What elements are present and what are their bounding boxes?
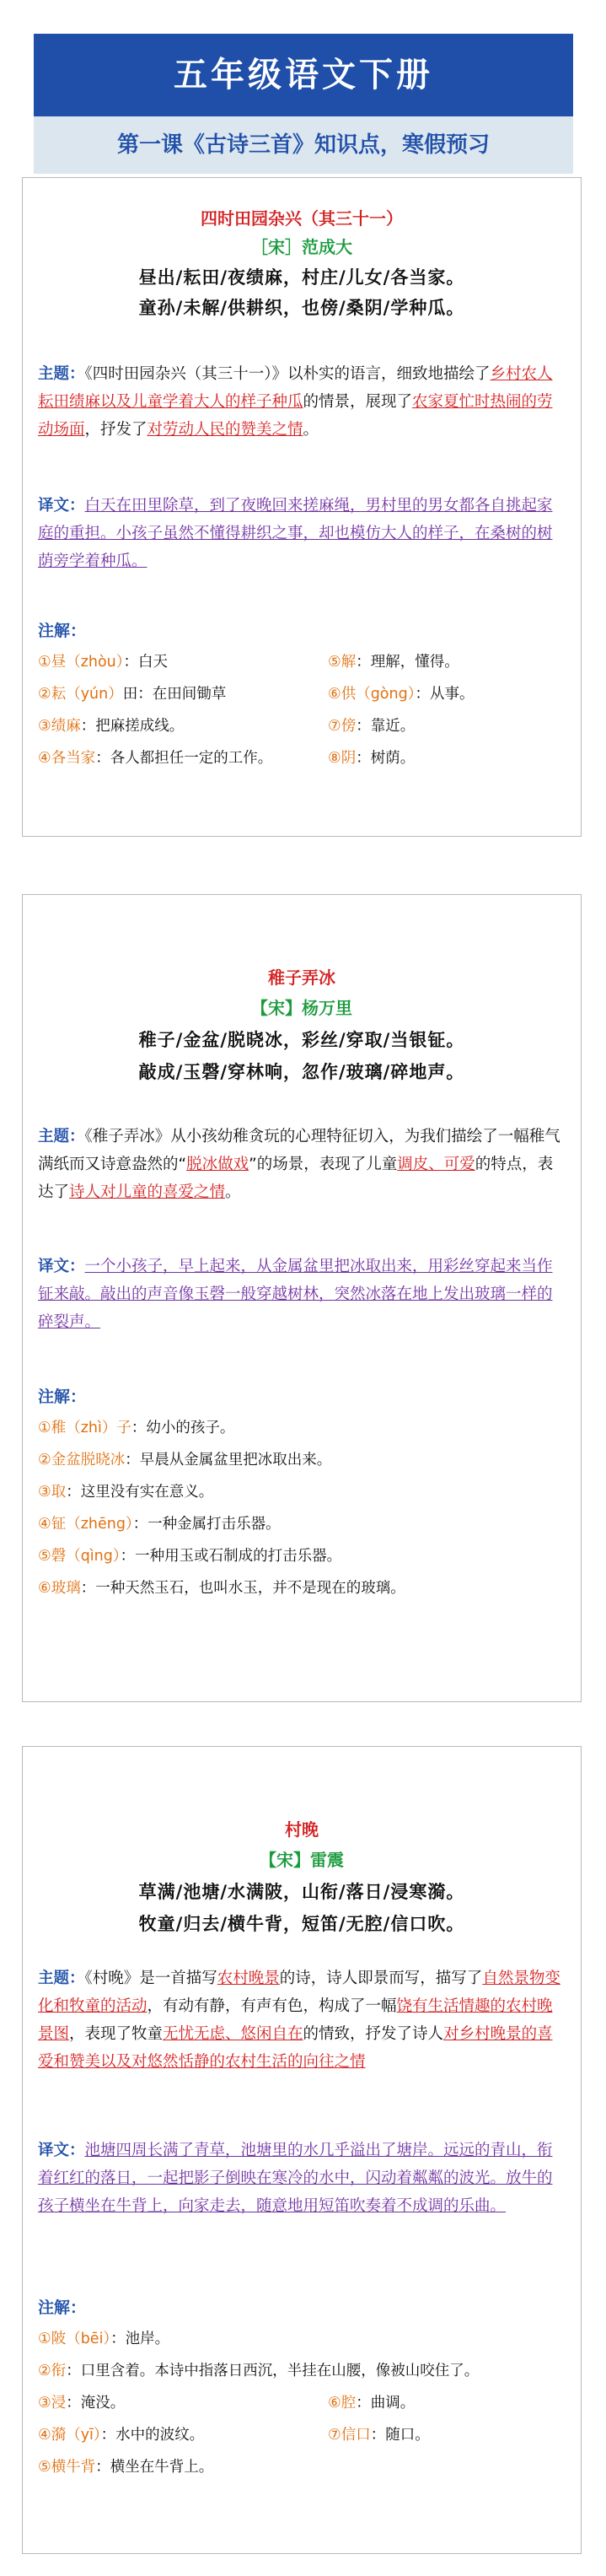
translation-paragraph — [38, 1253, 566, 1336]
note-item: ②耘（yún）田：在田间锄草 — [38, 686, 227, 703]
translation-label: 译文： — [38, 1258, 85, 1275]
note-item: ①昼（zhòu）：白天 — [38, 654, 169, 671]
page-subtitle: 第一课《古诗三首》知识点，寒假预习 — [116, 132, 490, 158]
translation-text: 一个小孩子，早上起来，从金属盆里把冰取出来，用彩丝穿起来当作钲来敲。敲出的声音像玉磬一般穿越树林，突然冰落在地上发出玻璃一样的碎裂声。 — [38, 1258, 553, 1331]
note-item: ⑤磬（qìng）：一种用玉或石制成的打击乐器。 — [38, 1548, 342, 1565]
poem-author: 【宋】杨万里 — [251, 998, 352, 1018]
poem-line: 草满/池塘/水满陂，山衔/落日/浸寒漪。 — [138, 1882, 465, 1902]
highlight: 诗人对儿童的喜爱之情 — [69, 1183, 226, 1201]
poem-line: 牧童/归去/横牛背，短笛/无腔/信口吹。 — [138, 1914, 465, 1934]
poem-line: 昼出/耘田/夜绩麻，村庄/儿女/各当家。 — [138, 267, 465, 288]
theme-paragraph: 主题：《四时田园杂兴（其三十一）》以朴实的语言，细致地描绘了乡村农人耘田绩麻以及儿童学着大人的样子种瓜的情景，展现了农家夏忙时热闹的劳动场面，抒发了对劳动人民的赞美之情。 — [38, 365, 553, 439]
highlight: 对乡村晚景的喜爱和赞美以及对悠然恬静的农村生活的向往之情 — [38, 2025, 553, 2071]
translation-label: 译文： — [38, 497, 85, 515]
poem-card-3 — [22, 1746, 582, 2554]
highlight: 农村晚景 — [217, 1970, 280, 1987]
note-item: ⑥玻璃：一种天然玉石，也叫水玉，并不是现在的玻璃。 — [38, 1580, 405, 1597]
note-item: ⑥供（gòng）：从事。 — [328, 686, 475, 703]
header-banner — [34, 34, 573, 116]
note-item: ①稚（zhì）子：幼小的孩子。 — [38, 1420, 235, 1436]
translation-paragraph — [38, 492, 566, 575]
poem-author: 【宋】雷震 — [260, 1850, 344, 1870]
note-item: ③取：这里没有实在意义。 — [38, 1484, 214, 1501]
poem-author: ［宋］范成大 — [251, 237, 352, 257]
note-item: ⑦傍：靠近。 — [328, 718, 416, 735]
poem-title: 村晚 — [285, 1819, 319, 1840]
note-item: ②金盆脱晓冰：早晨从金属盆里把冰取出来。 — [38, 1452, 332, 1469]
note-item: ⑤解：理解，懂得。 — [328, 654, 459, 671]
highlight: 对劳动人民的赞美之情 — [147, 421, 303, 439]
highlight: 调皮、可爱 — [397, 1156, 475, 1173]
translation-paragraph — [38, 2137, 566, 2220]
note-item: ①陂（bēi）：池岸。 — [38, 2331, 170, 2347]
note-item: ④各当家：各人都担任一定的工作。 — [38, 750, 273, 767]
poem-card-1 — [22, 177, 582, 837]
highlight: 乡村农人耘田绩麻以及儿童学着大人的样子种瓜 — [38, 365, 553, 411]
poem-title: 四时田园杂兴（其三十一） — [201, 208, 403, 229]
note-item: ⑤横牛背：横坐在牛背上。 — [38, 2459, 214, 2476]
notes-label: 注解： — [38, 2298, 87, 2317]
note-item: ⑥腔：曲调。 — [328, 2395, 416, 2412]
note-item: ⑧阴：树荫。 — [328, 750, 416, 767]
highlight: 无忧无虑、悠闲自在 — [163, 2025, 303, 2043]
highlight: 自然景物变化和牧童的活动 — [38, 1970, 560, 2015]
highlight: 农家夏忙时热闹的劳动场面 — [38, 393, 553, 439]
notes-label: 注解： — [38, 1388, 87, 1406]
poem-line: 童孙/未解/供耕织，也傍/桑阴/学种瓜。 — [138, 298, 465, 318]
note-item: ②衔：口里含着。本诗中指落日西沉，半挂在山腰，像被山咬住了。 — [38, 2363, 480, 2379]
theme-label: 主题： — [38, 1128, 85, 1145]
subtitle-bar — [34, 116, 573, 174]
translation-text: 池塘四周长满了青草，池塘里的水几乎溢出了塘岸。远远的青山，衔着红红的落日，一起把影子倒映在寒冷的水中，闪动着粼粼的波光。放牛的孩子横坐在牛背上，向家走去，随意地用短笛吹奏着不成调的乐曲。 — [38, 2142, 553, 2215]
theme-label: 主题： — [38, 365, 85, 383]
translation-label: 译文： — [38, 2142, 85, 2159]
translation-text: 白天在田里除草，到了夜晚回来搓麻绳，男村里的男女都各自挑起家庭的重担。小孩子虽然不懂得耕织之事，却也模仿大人的样子，在桑树的树荫旁学着种瓜。 — [38, 497, 553, 570]
poem-line: 敲成/玉磬/穿林响，忽作/玻璃/碎地声。 — [138, 1062, 465, 1082]
highlight: 脱冰做戏 — [186, 1156, 249, 1173]
page-title: 五年级语文下册 — [174, 55, 433, 94]
poem-card-2 — [22, 894, 582, 1702]
note-item: ④漪（yī）：水中的波纹。 — [38, 2427, 205, 2444]
theme-label: 主题： — [38, 1970, 85, 1987]
theme-paragraph: 主题：《村晚》是一首描写农村晚景的诗，诗人即景而写，描写了自然景物变化和牧童的活动，有动有静，有声有色，构成了一幅饶有生活情趣的农村晚景图，表现了牧童无忧无虑、悠闲自在的情致，抒发了诗人对乡村晚景的喜爱和赞美以及对悠然恬静的农村生活的向往之情 — [38, 1970, 560, 2071]
highlight: 饶有生活情趣的农村晚景图 — [38, 1997, 553, 2043]
notes-label: 注解： — [38, 622, 87, 640]
theme-paragraph: 主题：《稚子弄冰》从小孩幼稚贪玩的心理特征切入，为我们描绘了一幅稚气满纸而又诗意盎然的“脱冰做戏”的场景，表现了儿童调皮、可爱的特点，表达了诗人对儿童的喜爱之情。 — [38, 1128, 560, 1201]
note-item: ④钲（zhēng）：一种金属打击乐器。 — [38, 1516, 281, 1533]
note-item: ③绩麻：把麻搓成线。 — [38, 718, 185, 735]
note-item: ⑦信口：随口。 — [328, 2427, 430, 2444]
poem-line: 稚子/金盆/脱晓冰，彩丝/穿取/当银钲。 — [138, 1030, 465, 1050]
note-item: ③浸：淹没。 — [38, 2395, 126, 2412]
poem-title: 稚子弄冰 — [268, 967, 335, 988]
